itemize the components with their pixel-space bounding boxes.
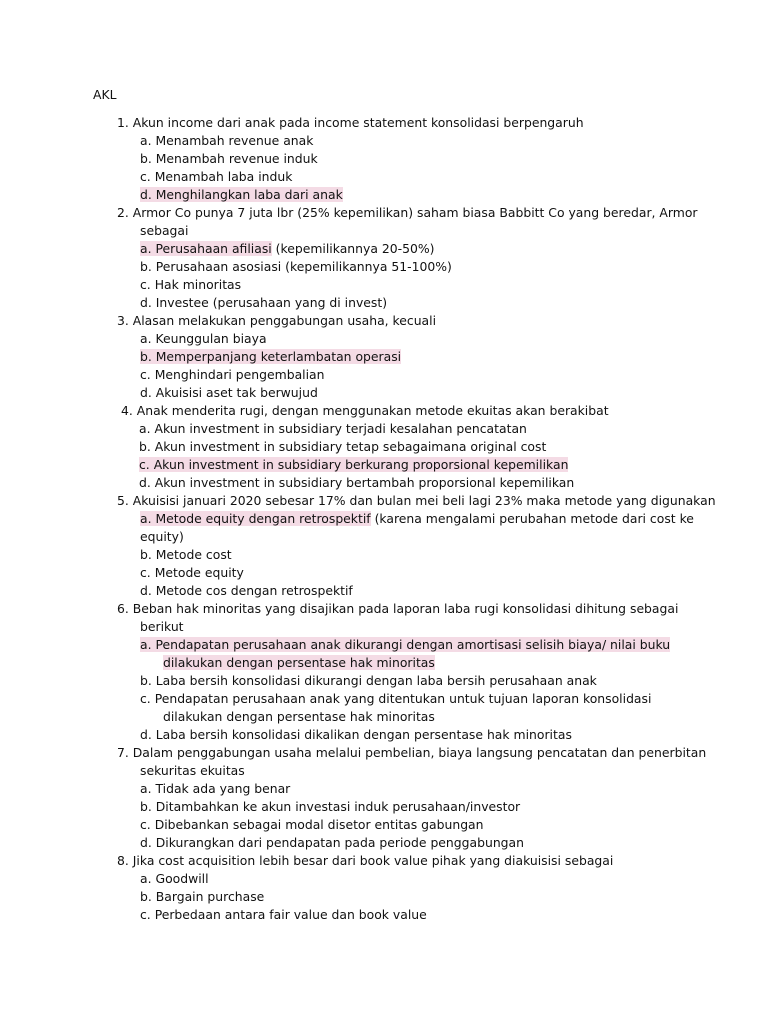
option-d: d. Dikurangkan dari pendapatan pada periode penggabungan — [140, 835, 524, 850]
question-text: 2. Armor Co punya 7 juta lbr (25% kepemilikan) saham biasa Babbitt Co yang beredar, Armor — [117, 205, 698, 220]
option-b: b. Menambah revenue induk — [140, 151, 318, 166]
highlighted-answer-continued: dilakukan dengan persentase hak minoritas — [163, 655, 435, 670]
option-b: b. Laba bersih konsolidasi dikurangi dengan laba bersih perusahaan anak — [140, 673, 597, 688]
question-text: 5. Akuisisi januari 2020 sebesar 17% dan bulan mei beli lagi 23% maka metode yang digunakan — [117, 493, 716, 508]
option-b: b. Metode cost — [140, 547, 232, 562]
option-a: a. Akun investment in subsidiary terjadi kesalahan pencatatan — [139, 421, 527, 436]
question-text-continued: sekuritas ekuitas — [140, 763, 245, 778]
option-c: c. Dibebankan sebagai modal disetor entitas gabungan — [140, 817, 484, 832]
question-text: 6. Beban hak minoritas yang disajikan pada laporan laba rugi konsolidasi dihitung sebagai — [117, 601, 679, 616]
question-4 — [0, 402, 768, 492]
document-title: AKL — [93, 87, 117, 102]
option-a-answer — [0, 510, 768, 528]
option-a-answer — [0, 240, 768, 258]
option-a: a. Keunggulan biaya — [140, 331, 267, 346]
highlighted-answer: c. Akun investment in subsidiary berkurang proporsional kepemilikan — [139, 457, 569, 472]
question-text: 3. Alasan melakukan penggabungan usaha, kecuali — [117, 313, 437, 328]
question-list — [0, 114, 768, 924]
option-d: d. Laba bersih konsolidasi dikalikan dengan persentase hak minoritas — [140, 727, 572, 742]
option-b: b. Perusahaan asosiasi (kepemilikannya 51-100%) — [140, 259, 452, 274]
question-2 — [0, 204, 768, 312]
option-note: (kepemilikannya 20-50%) — [271, 241, 435, 256]
option-note-continued: equity) — [140, 529, 184, 544]
question-1 — [0, 114, 768, 204]
option-c: c. Metode equity — [140, 565, 244, 580]
option-a-answer — [0, 636, 768, 654]
highlighted-answer: a. Metode equity dengan retrospektif — [140, 511, 371, 526]
highlighted-answer: d. Menghilangkan laba dari anak — [140, 187, 343, 202]
question-text: 4. Anak menderita rugi, dengan menggunakan metode ekuitas akan berakibat — [121, 403, 609, 418]
option-d: d. Akun investment in subsidiary bertambah proporsional kepemilikan — [139, 475, 575, 490]
question-3 — [0, 312, 768, 402]
option-c: c. Perbedaan antara fair value dan book value — [140, 907, 427, 922]
question-text-continued: berikut — [140, 619, 184, 634]
option-a: a. Menambah revenue anak — [140, 133, 314, 148]
highlighted-answer: a. Perusahaan afiliasi — [140, 241, 272, 256]
question-8 — [0, 852, 768, 924]
option-d-answer — [0, 186, 768, 204]
option-a: a. Tidak ada yang benar — [140, 781, 291, 796]
option-c-continued: dilakukan dengan persentase hak minoritas — [163, 709, 435, 724]
option-b: b. Ditambahkan ke akun investasi induk perusahaan/investor — [140, 799, 521, 814]
option-c: c. Hak minoritas — [140, 277, 242, 292]
option-b-answer — [0, 348, 768, 366]
question-7 — [0, 744, 768, 852]
option-d: d. Akuisisi aset tak berwujud — [140, 385, 318, 400]
question-text: 7. Dalam penggabungan usaha melalui pembelian, biaya langsung pencatatan dan penerbitan — [117, 745, 707, 760]
option-c: c. Menambah laba induk — [140, 169, 293, 184]
question-5 — [0, 492, 768, 600]
option-c-answer — [0, 456, 768, 474]
option-a-continued — [0, 654, 768, 672]
question-text-continued: sebagai — [140, 223, 189, 238]
option-note: (karena mengalami perubahan metode dari cost ke — [370, 511, 694, 526]
question-text: 1. Akun income dari anak pada income statement konsolidasi berpengaruh — [117, 115, 584, 130]
option-d: d. Metode cos dengan retrospektif — [140, 583, 353, 598]
option-b: b. Akun investment in subsidiary tetap sebagaimana original cost — [139, 439, 547, 454]
highlighted-answer: a. Pendapatan perusahaan anak dikurangi dengan amortisasi selisih biaya/ nilai buku — [140, 637, 671, 652]
highlighted-answer: b. Memperpanjang keterlambatan operasi — [140, 349, 402, 364]
option-d: d. Investee (perusahaan yang di invest) — [140, 295, 388, 310]
option-a: a. Goodwill — [140, 871, 209, 886]
question-6 — [0, 600, 768, 744]
option-b: b. Bargain purchase — [140, 889, 265, 904]
option-c: c. Pendapatan perusahaan anak yang ditentukan untuk tujuan laporan konsolidasi — [140, 691, 652, 706]
question-text: 8. Jika cost acquisition lebih besar dari book value pihak yang diakuisisi sebagai — [117, 853, 614, 868]
option-c: c. Menghindari pengembalian — [140, 367, 325, 382]
